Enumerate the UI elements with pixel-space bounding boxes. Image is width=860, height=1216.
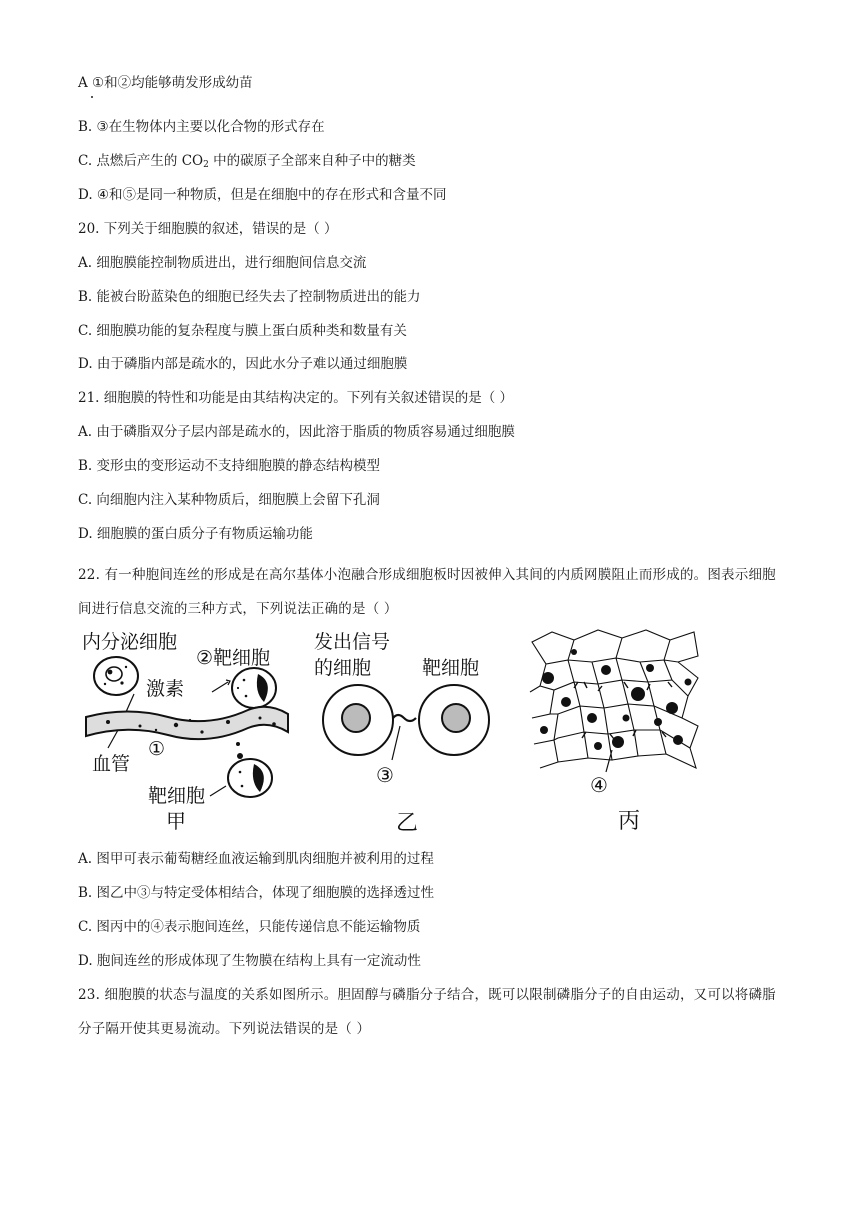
plant-cell-network — [530, 630, 698, 768]
q20-option-d: D. 由于磷脂内部是疏水的，因此水分子难以通过细胞膜 — [78, 356, 408, 372]
q21-option-a: A. 由于磷脂双分子层内部是疏水的，因此溶于脂质的物质容易通过细胞膜 — [78, 424, 515, 440]
q20-option-a: A. 细胞膜能控制物质进出，进行细胞间信息交流 — [78, 255, 367, 271]
q22-option-c: C. 图丙中的④表示胞间连丝，只能传递信息不能运输物质 — [78, 919, 421, 935]
label-hormone: 激素 — [146, 678, 185, 700]
cell-communication-figure — [78, 622, 718, 837]
q19-option-c-text: C. 点燃后产生的 CO — [78, 153, 204, 169]
figure-svg — [78, 622, 718, 837]
q20-option-c: C. 细胞膜功能的复杂程度与膜上蛋白质种类和数量有关 — [78, 323, 407, 339]
label-blood-vessel: 血管 — [92, 753, 131, 775]
label-endocrine-cell: 内分泌细胞 — [82, 631, 178, 653]
caption-jia: 甲 — [166, 809, 186, 833]
panel-jia — [82, 631, 288, 833]
blood-vessel — [86, 707, 288, 739]
panel-yi — [314, 631, 489, 836]
endocrine-nucleus — [106, 667, 122, 681]
label-yi-target-cell: 靶细胞 — [422, 657, 480, 679]
q19-option-a: A ①和②均能够萌发形成幼苗 — [78, 75, 253, 91]
signal-cell-nucleus — [342, 704, 370, 732]
q19-option-b: B. ③在生物体内主要以化合物的形式存在 — [78, 119, 325, 135]
q21-option-c: C. 向细胞内注入某种物质后，细胞膜上会留下孔洞 — [78, 492, 380, 508]
q20-stem: 20. 下列关于细胞膜的叙述，错误的是（ ） — [78, 221, 338, 237]
label-number-1: ① — [148, 738, 166, 760]
q19-option-d: D. ④和⑤是同一种物质，但是在细胞中的存在形式和含量不同 — [78, 187, 447, 203]
q22-stem: 22. 有一种胞间连丝的形成是在高尔基体小泡融合形成细胞板时因被伸入其间的内质网膜阻止而形成的。图表示细胞间进行信息交流的三种方式，下列说法正确的是（ ） — [78, 567, 776, 617]
emphasis-dot — [91, 96, 93, 98]
q23-stem: 23. 细胞膜的状态与温度的关系如图所示。胆固醇与磷脂分子结合，既可以限制磷脂分子的自由运动，又可以将磷脂分子隔开使其更易流动。下列说法错误的是（ ） — [78, 987, 776, 1037]
panel-bing — [530, 630, 700, 834]
label-signal-cell-1: 发出信号 — [314, 631, 391, 653]
signal-molecule-3 — [393, 715, 416, 721]
endocrine-cell-shape — [94, 657, 138, 695]
q22-option-d: D. 胞间连丝的形成体现了生物膜在结构上具有一定流动性 — [78, 953, 421, 969]
yi-target-nucleus — [442, 704, 470, 732]
label-target-cell-2: ②靶细胞 — [196, 647, 271, 669]
label-number-3: ③ — [376, 763, 394, 787]
q21-option-d: D. 细胞膜的蛋白质分子有物质运输功能 — [78, 526, 313, 542]
q19-option-c — [78, 152, 416, 174]
label-number-4: ④ — [590, 773, 608, 797]
q20-option-b: B. 能被台盼蓝染色的细胞已经失去了控制物质进出的能力 — [78, 289, 421, 305]
label-target-cell-bottom: 靶细胞 — [148, 785, 206, 807]
co2-subscript: 2 — [203, 160, 209, 170]
label-signal-cell-2: 的细胞 — [314, 657, 372, 679]
q22-option-a: A. 图甲可表示葡萄糖经血液运输到肌肉细胞并被利用的过程 — [78, 851, 434, 867]
caption-yi: 乙 — [396, 811, 419, 836]
q19-option-c-rest: 中的碳原子全部来自种子中的糖类 — [208, 153, 416, 169]
q21-option-b: B. 变形虫的变形运动不支持细胞膜的静态结构模型 — [78, 458, 381, 474]
caption-bing: 丙 — [618, 809, 641, 834]
target-cell-bottom — [228, 759, 272, 797]
q21-stem: 21. 细胞膜的特性和功能是由其结构决定的。下列有关叙述错误的是（ ） — [78, 390, 514, 406]
q22-option-b: B. 图乙中③与特定受体相结合，体现了细胞膜的选择透过性 — [78, 885, 435, 901]
